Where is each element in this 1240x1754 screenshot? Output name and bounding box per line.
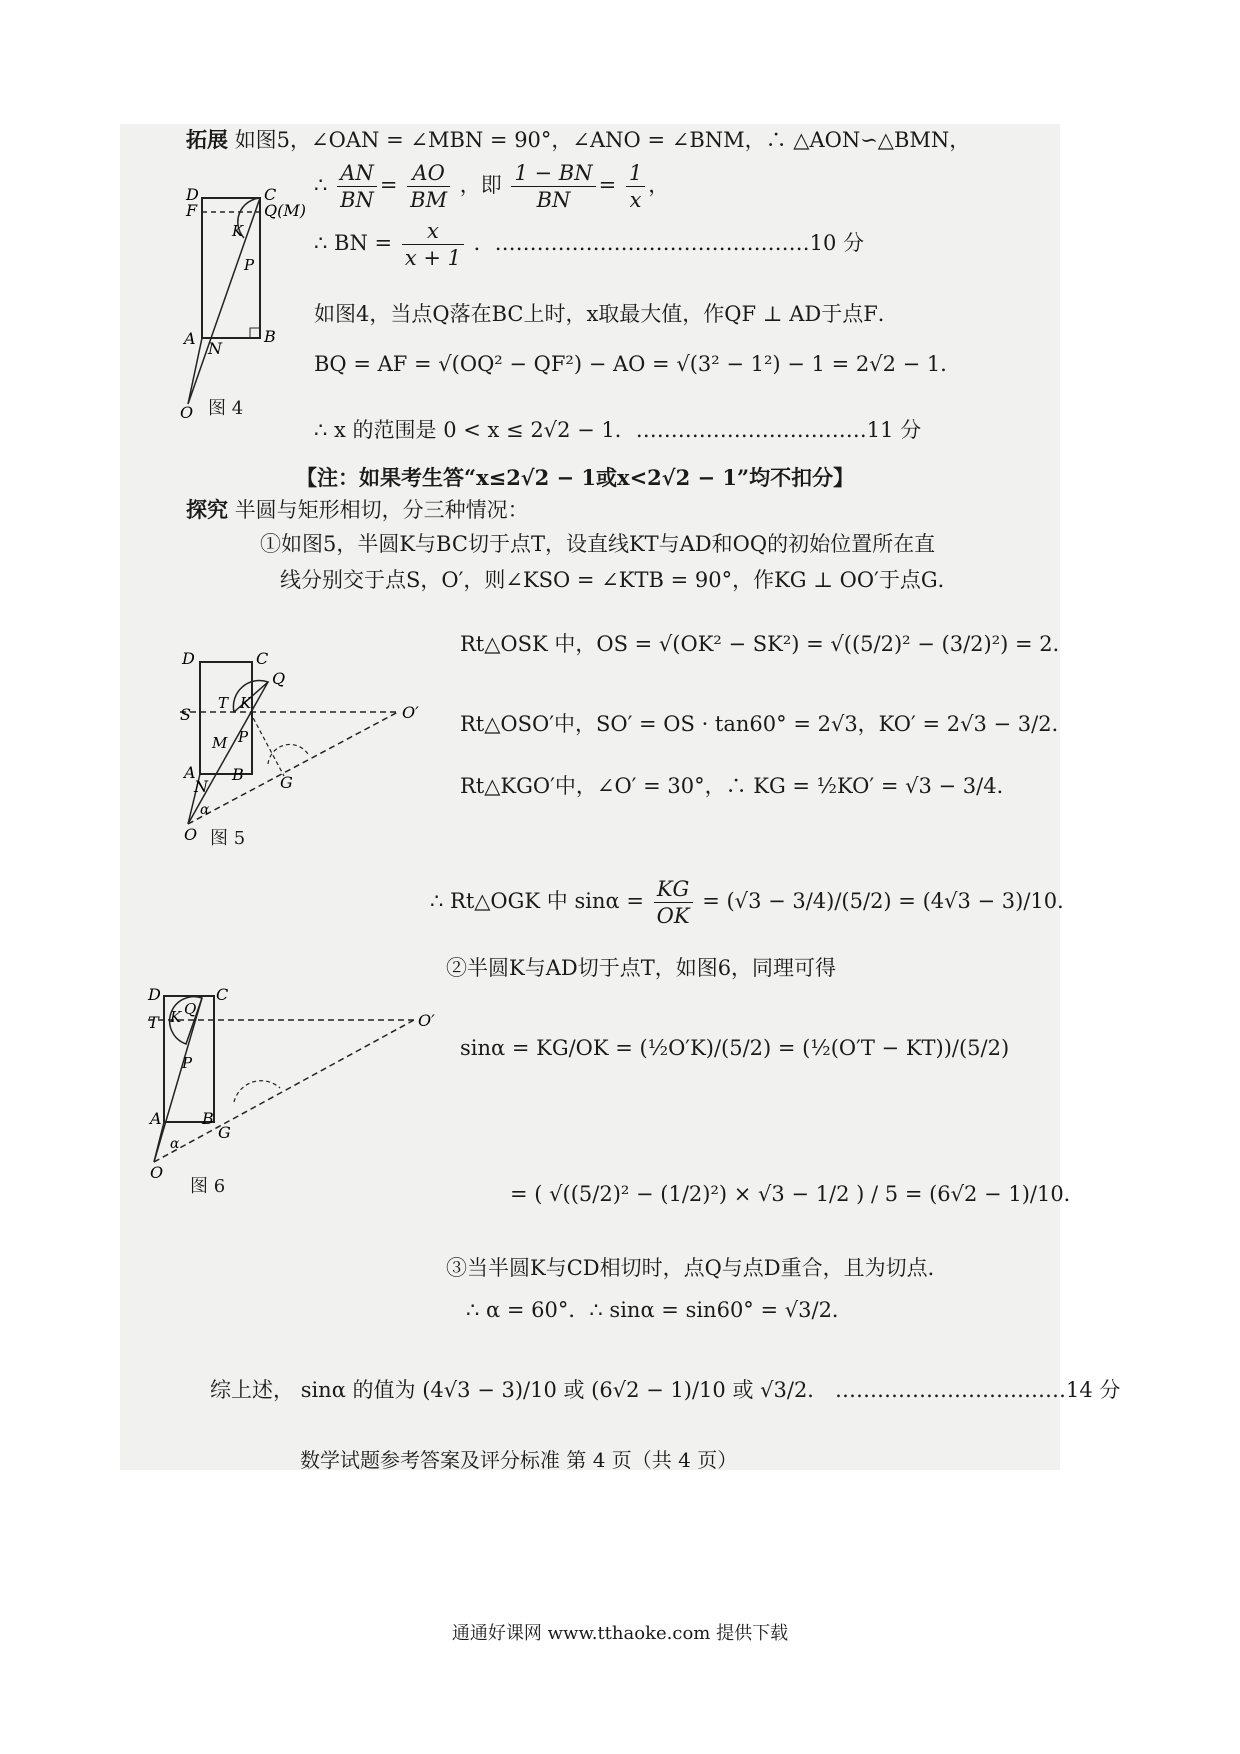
extension-line-6: ∴ x 的范围是 0 < x ≤ 2√2 − 1．……………………………11 分: [314, 418, 922, 442]
summary-body: sinα 的值为 (4√3 − 3)/10 或 (6√2 − 1)/10 或 √3/2．: [300, 1378, 829, 1402]
fraction-x-x1: $\frac{x}{x + 1}$: [402, 218, 464, 271]
fig5-label-q: Q: [272, 669, 286, 688]
sin-alpha-prefix: ∴ Rt△OGK 中 sinα =: [430, 889, 644, 913]
fig6-label-o-prime: O′: [418, 1011, 435, 1030]
fig5-label-a: A: [184, 763, 196, 782]
figure-4-diagram: [180, 185, 306, 426]
extension-line-5: BQ = AF = √(OQ² − QF²) − AO = √(3² − 1²) − 1 = 2√2 − 1．: [314, 352, 962, 376]
score-14: ……………………………14 分: [835, 1378, 1121, 1402]
fig4-label-d: D: [186, 185, 199, 204]
fig5-label-b: B: [232, 765, 244, 784]
figure-4-caption: 图 4: [208, 398, 244, 419]
score-10: ．………………………………………10 分: [473, 231, 865, 255]
figure-6-diagram: [146, 980, 446, 1180]
explore-line-intro: [186, 496, 529, 524]
therefore-symbol: ∴: [314, 173, 328, 197]
explore-intro: 半圆与矩形相切，分三种情况：: [234, 498, 529, 522]
explore-label: 探究: [186, 497, 228, 522]
case1-equation-2: Rt△OSO′中，SO′ = OS · tan60° = 2√3，KO′ = 2√3 − 3/2．: [460, 712, 1073, 736]
fraction-1-bn: $\frac{1 - BN}{BN}$: [511, 160, 595, 213]
figure-5-caption: 图 5: [210, 828, 246, 849]
fig4-label-f: F: [186, 201, 198, 220]
fig5-label-n: N: [194, 777, 208, 796]
grading-note: 【注：如果考生答“x≤2√2 − 1或x<2√2 − 1”均不扣分】: [296, 465, 855, 490]
fig5-label-k: K: [240, 694, 252, 712]
fig6-label-g: G: [218, 1123, 231, 1142]
case2-line: ②半圆K与AD切于点T，如图6，同理可得: [446, 956, 837, 980]
fig5-label-m: M: [212, 734, 228, 752]
fig5-label-g: G: [280, 773, 293, 792]
fig5-label-s: S: [180, 705, 191, 724]
extension-line-2: ∴ $\frac{AN}{BN}$ = $\frac{AO}{BM}$ ，即 $\frac{1 - BN}{BN}$ = $\frac{1}{x}$ ，: [314, 161, 670, 212]
bn-equals: ∴ BN =: [314, 231, 393, 255]
fig6-label-q: Q: [184, 1000, 197, 1018]
fig6-label-b: B: [202, 1109, 214, 1128]
fig6-label-c: C: [216, 985, 229, 1004]
fraction-an-bn: $\frac{AN}{BN}$: [337, 160, 377, 213]
extension-connector: ，即: [459, 173, 502, 197]
fig5-label-alpha: α: [200, 802, 210, 818]
fig4-label-o: O: [180, 403, 194, 422]
fig5-label-t: T: [218, 694, 229, 712]
case1-line-a: ①如图5，半圆K与BC切于点T，设直线KT与AD和OQ的初始位置所在直: [260, 532, 936, 556]
extension-line-1: [186, 126, 970, 154]
extension-label: 拓展: [186, 127, 228, 152]
fraction-ao-bm: $\frac{AO}{BM}$: [407, 160, 450, 213]
fig4-label-qm: Q(M): [264, 201, 306, 220]
fig5-label-d: D: [182, 649, 195, 668]
figure-6-caption: 图 6: [190, 1176, 226, 1197]
case1-equation-1: Rt△OSK 中，OS = √(OK² − SK²) = √((5/2)² − (3/2)²) = 2．: [460, 632, 1074, 656]
fig6-label-t: T: [148, 1013, 159, 1032]
case3-line: ③当半圆K与CD相切时，点Q与点D重合，且为切点．: [446, 1256, 949, 1280]
fig4-label-b: B: [264, 327, 276, 346]
fig6-label-k: K: [170, 1008, 182, 1026]
sin-alpha-result-1: = (√3 − 3/4)/(5/2) = (4√3 − 3)/10．: [702, 889, 1079, 913]
fig6-label-a: A: [150, 1109, 162, 1128]
fig4-label-c: C: [264, 185, 277, 204]
fig4-label-p: P: [244, 256, 255, 274]
fraction-kg-ok: $\frac{KG}{OK}$: [654, 876, 693, 929]
extension-text-1: 如图5，∠OAN = ∠MBN = 90°，∠ANO = ∠BNM，∴ △AON∽△BMN，: [234, 128, 971, 152]
fig5-label-o-prime: O′: [402, 703, 419, 722]
case1-line-b: 线分别交于点S，O′，则∠KSO = ∠KTB = 90°，作KG ⊥ OO′于点G．: [280, 568, 959, 592]
fig6-label-o: O: [150, 1163, 164, 1182]
fig6-label-d: D: [148, 985, 161, 1004]
summary-line: [210, 1376, 1120, 1404]
fig4-label-n: N: [208, 339, 222, 358]
summary-prefix: 综上述，: [210, 1378, 294, 1402]
case2-equation-1: sinα = KG/OK = (½O′K)/(5/2) = (½(O′T − KT))/(5/2): [460, 1036, 1010, 1060]
case3-equation: ∴ α = 60°．∴ sinα = sin60° = √3/2．: [466, 1298, 853, 1322]
case1-equation-4: [430, 876, 1078, 929]
fig6-label-p: P: [182, 1054, 193, 1072]
extension-line-3: [314, 218, 864, 271]
fig5-label-p: P: [238, 728, 249, 746]
case1-equation-3: Rt△KGO′中，∠O′ = 30°，∴ KG = ½KO′ = √3 − 3/4．: [460, 774, 1018, 798]
extension-line-4: 如图4，当点Q落在BC上时，x取最大值，作QF ⊥ AD于点F．: [314, 302, 899, 326]
figure-5-diagram: [180, 636, 420, 846]
fig5-label-c: C: [256, 649, 269, 668]
fig4-label-a: A: [184, 329, 196, 348]
fraction-1-x: $\frac{1}{x}$: [626, 160, 645, 213]
site-watermark: 通通好课网 www.tthaoke.com 提供下载: [451, 1623, 789, 1644]
case2-equation-2: = ( √((5/2)² − (1/2)²) × √3 − 1/2 ) / 5 = (6√2 − 1)/10．: [510, 1182, 1085, 1206]
fig5-label-o: O: [184, 825, 198, 844]
fig6-label-alpha: α: [170, 1136, 180, 1152]
page-footer: 数学试题参考答案及评分标准 第 4 页（共 4 页）: [300, 1448, 738, 1472]
fig4-label-k: K: [232, 222, 244, 240]
